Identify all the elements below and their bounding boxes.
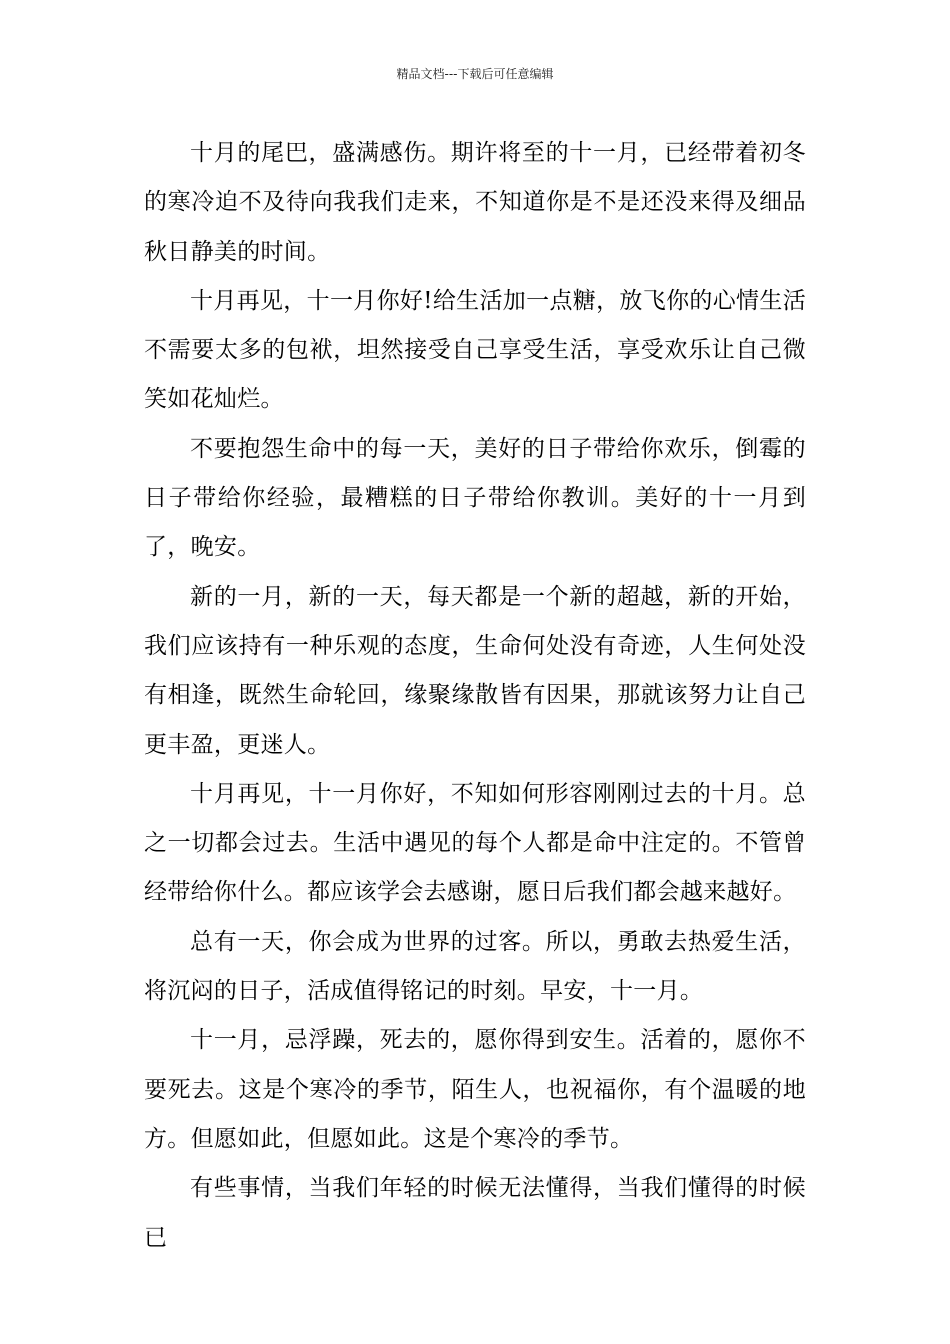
paragraph: 十月再见，十一月你好，不知如何形容刚刚过去的十月。总之一切都会过去。生活中遇见的每个人都是命中注定的。不管曾经带给你什么。都应该学会去感谢，愿日后我们都会越来越好。 xyxy=(144,780,806,906)
paragraph: 总有一天，你会成为世界的过客。所以，勇敢去热爱生活，将沉闷的日子，活成值得铭记的时刻。早安，十一月。 xyxy=(144,928,806,1005)
paragraph: 十一月，忌浮躁，死去的，愿你得到安生。活着的，愿你不要死去。这是个寒冷的季节，陌生人，也祝福你，有个温暖的地方。但愿如此，但愿如此。这是个寒冷的季节。 xyxy=(144,1027,806,1152)
page-header: 精品文档---下载后可任意编辑 xyxy=(396,67,554,81)
paragraph: 有些事情，当我们年轻的时候无法懂得，当我们懂得的时候已 xyxy=(144,1175,806,1251)
paragraph: 十月的尾巴，盛满感伤。期许将至的十一月，已经带着初冬的寒冷迫不及待向我我们走来，不知道你是不是还没来得及细品秋日静美的时间。 xyxy=(144,140,806,265)
document-body xyxy=(144,129,806,1263)
paragraph: 十月再见，十一月你好!给生活加一点糖，放飞你的心情生活不需要太多的包袱，坦然接受自己享受生活，享受欢乐让自己微笑如花灿烂。 xyxy=(144,287,806,413)
paragraph: 新的一月，新的一天，每天都是一个新的超越，新的开始，我们应该持有一种乐观的态度，生命何处没有奇迹，人生何处没有相逢，既然生命轮回，缘聚缘散皆有因果，那就该努力让自己更丰盈，更迷人。 xyxy=(144,583,806,758)
paragraph: 不要抱怨生命中的每一天，美好的日子带给你欢乐，倒霉的日子带给你经验，最糟糕的日子带给你教训。美好的十一月到了，晚安。 xyxy=(144,435,806,561)
